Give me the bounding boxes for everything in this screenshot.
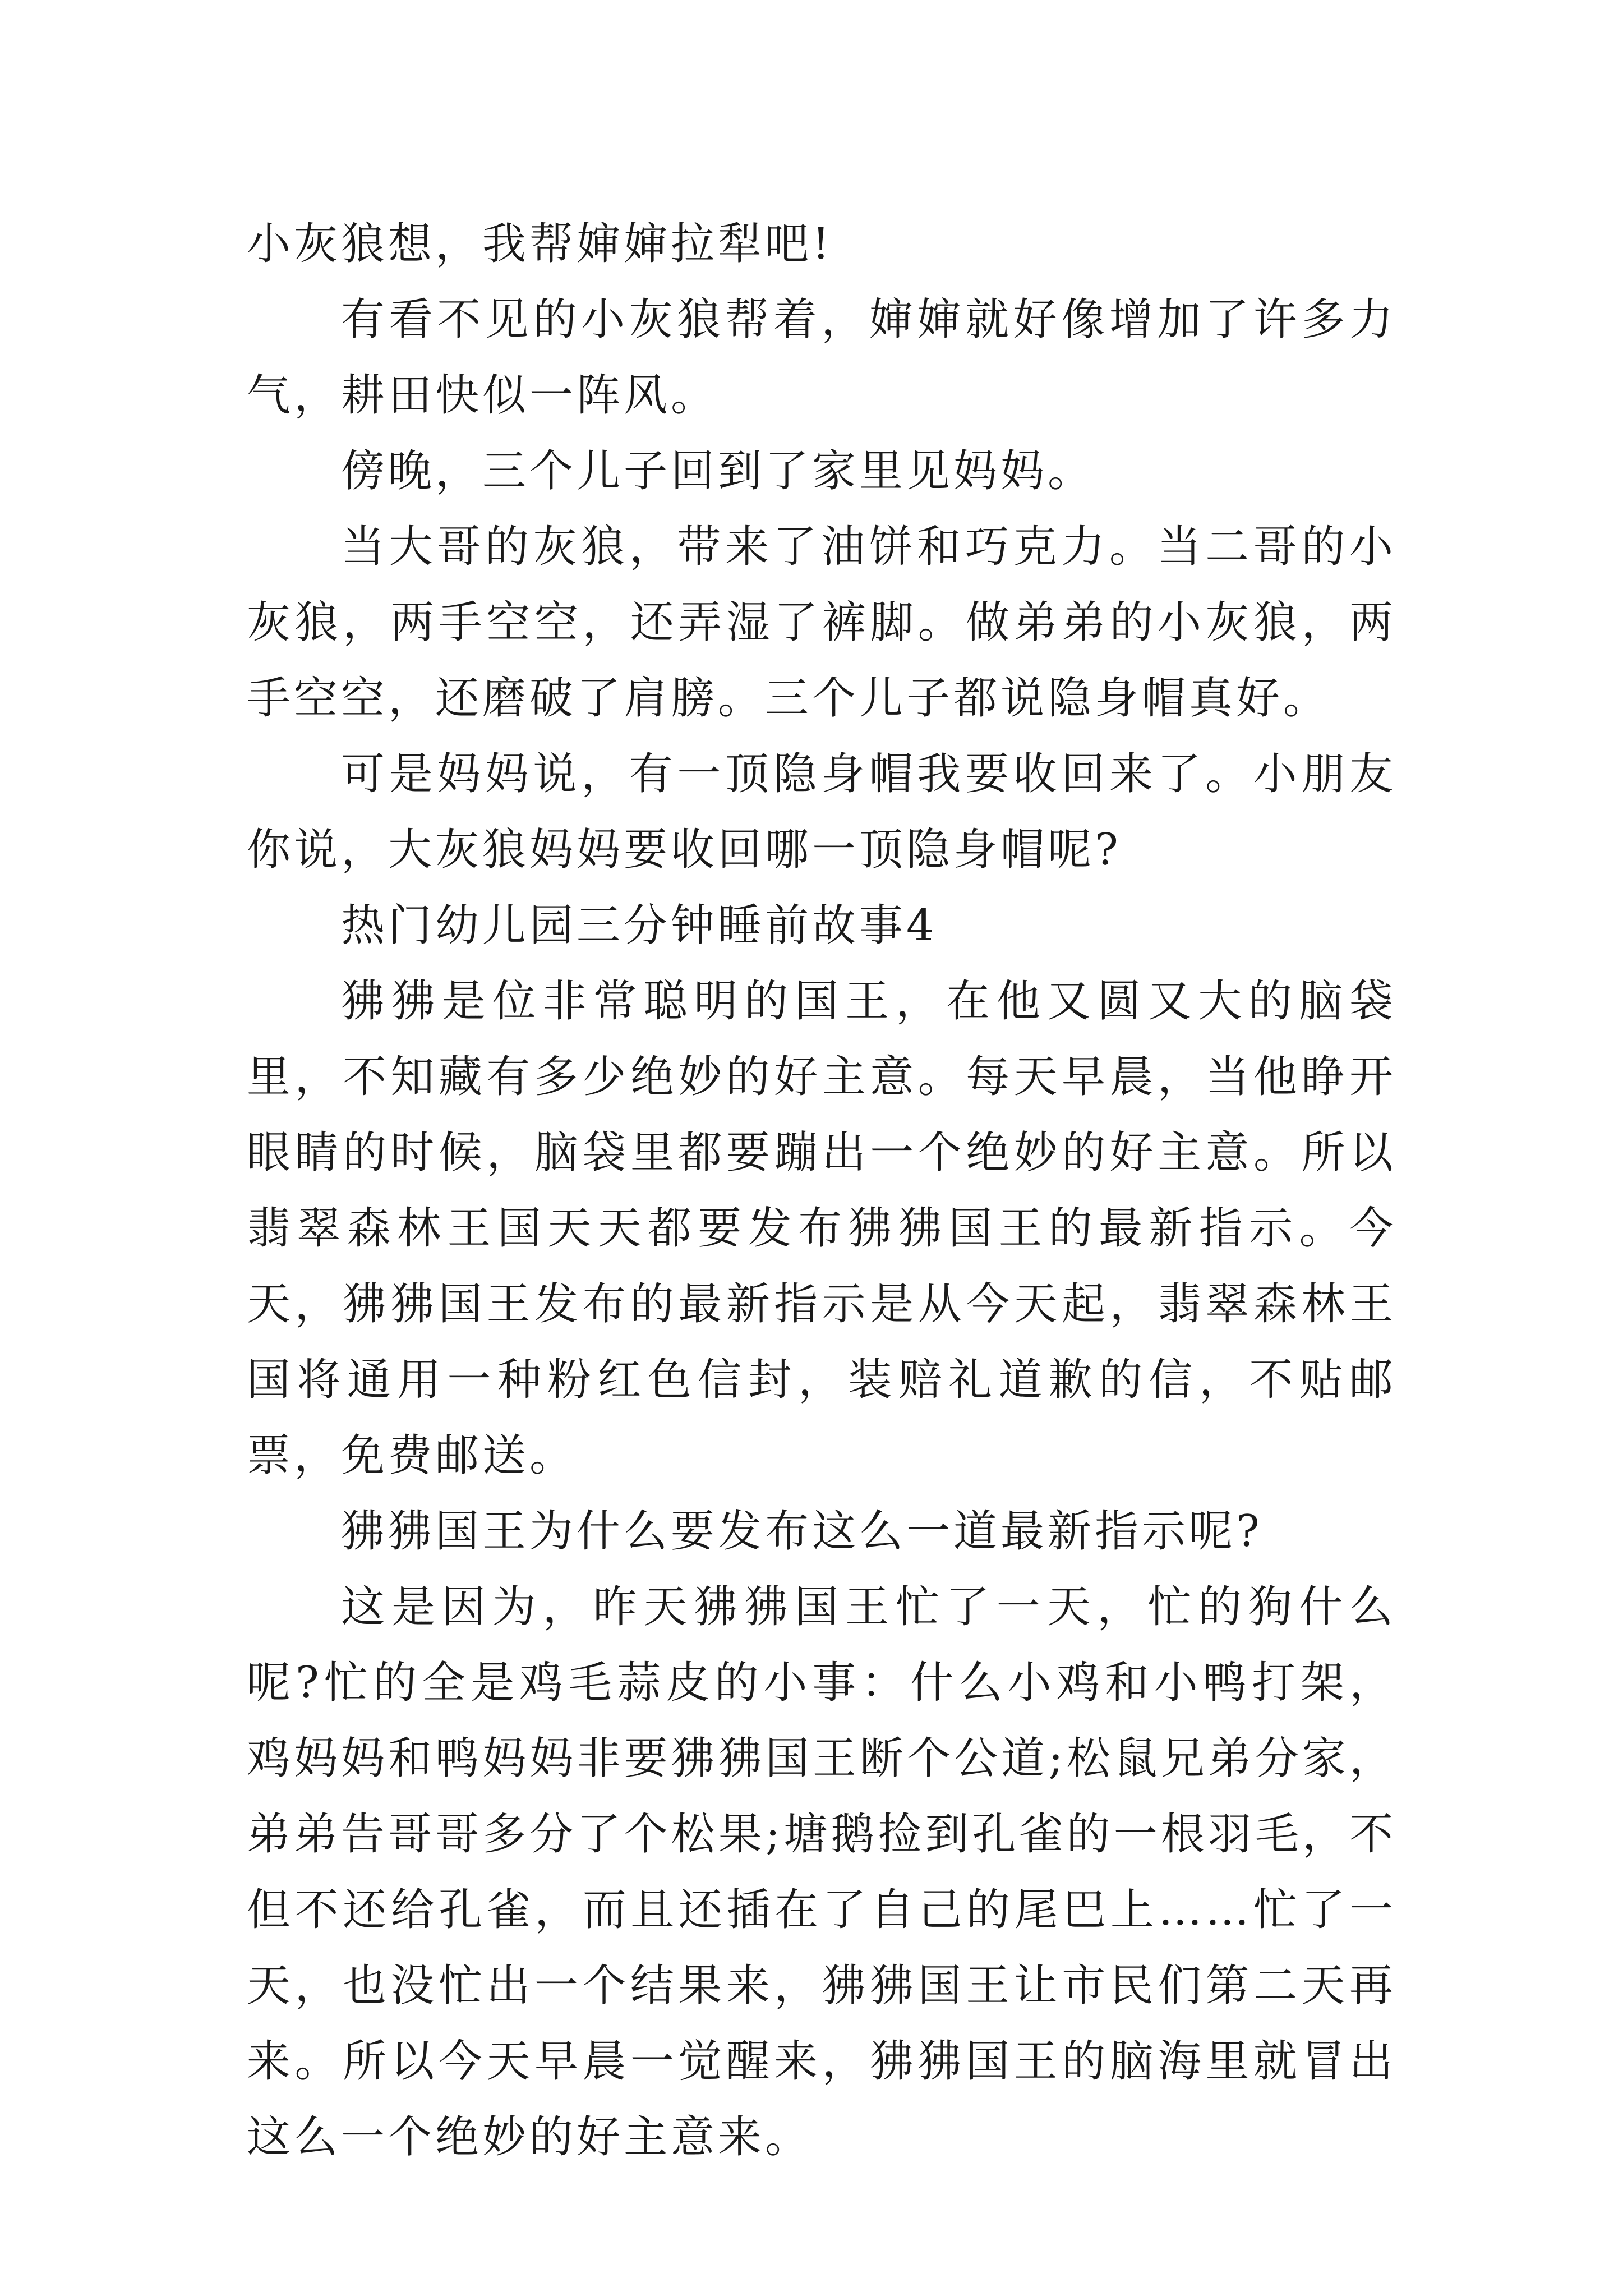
paragraph-3: 傍晚，三个儿子回到了家里见妈妈。 — [341, 446, 1095, 496]
paragraph-6: 狒狒是位非常聪明的国王，在他又圆又大的脑袋里，不知藏有多少绝妙的好主意。每天早晨，当他睁开眼睛的时候，脑袋里都要蹦出一个绝妙的好主意。所以翡翠森林王国天天都要发布狒狒国王的最新指示。今天，狒狒国王发布的最新指示是从今天起，翡翠森林王国将通用一种粉红色信封，装赔礼道歉的信，不贴邮票，免费邮送。 — [247, 976, 1396, 1481]
paragraph-1: 小灰狼想，我帮婶婶拉犁吧! — [247, 219, 833, 269]
paragraph-5: 可是妈妈说，有一顶隐身帽我要收回来了。小朋友你说，大灰狼妈妈要收回哪一顶隐身帽呢? — [247, 749, 1396, 875]
paragraph-2: 有看不见的小灰狼帮着，婶婶就好像增加了许多力气，耕田快似一阵风。 — [247, 295, 1396, 421]
paragraph-4: 当大哥的灰狼，带来了油饼和巧克力。当二哥的小灰狼，两手空空，还弄湿了裤脚。做弟弟的小灰狼，两手空空，还磨破了肩膀。三个儿子都说隐身帽真好。 — [247, 522, 1396, 724]
document-body — [247, 206, 1396, 2175]
paragraph-8: 这是因为，昨天狒狒国王忙了一天，忙的狗什么呢?忙的全是鸡毛蒜皮的小事：什么小鸡和小鸭打架，鸡妈妈和鸭妈妈非要狒狒国王断个公道;松鼠兄弟分家，弟弟告哥哥多分了个松果;塘鹅捡到孔雀的一根羽毛，不但不还给孔雀，而且还插在了自己的尾巴上……忙了一天，也没忙出一个结果来，狒狒国王让市民们第二天再来。所以今天早晨一觉醒来，狒狒国王的脑海里就冒出这么一个绝妙的好主意来。 — [247, 1582, 1396, 2162]
paragraph-7: 狒狒国王为什么要发布这么一道最新指示呢? — [341, 1506, 1263, 1557]
story-heading: 热门幼儿园三分钟睡前故事4 — [341, 900, 938, 951]
